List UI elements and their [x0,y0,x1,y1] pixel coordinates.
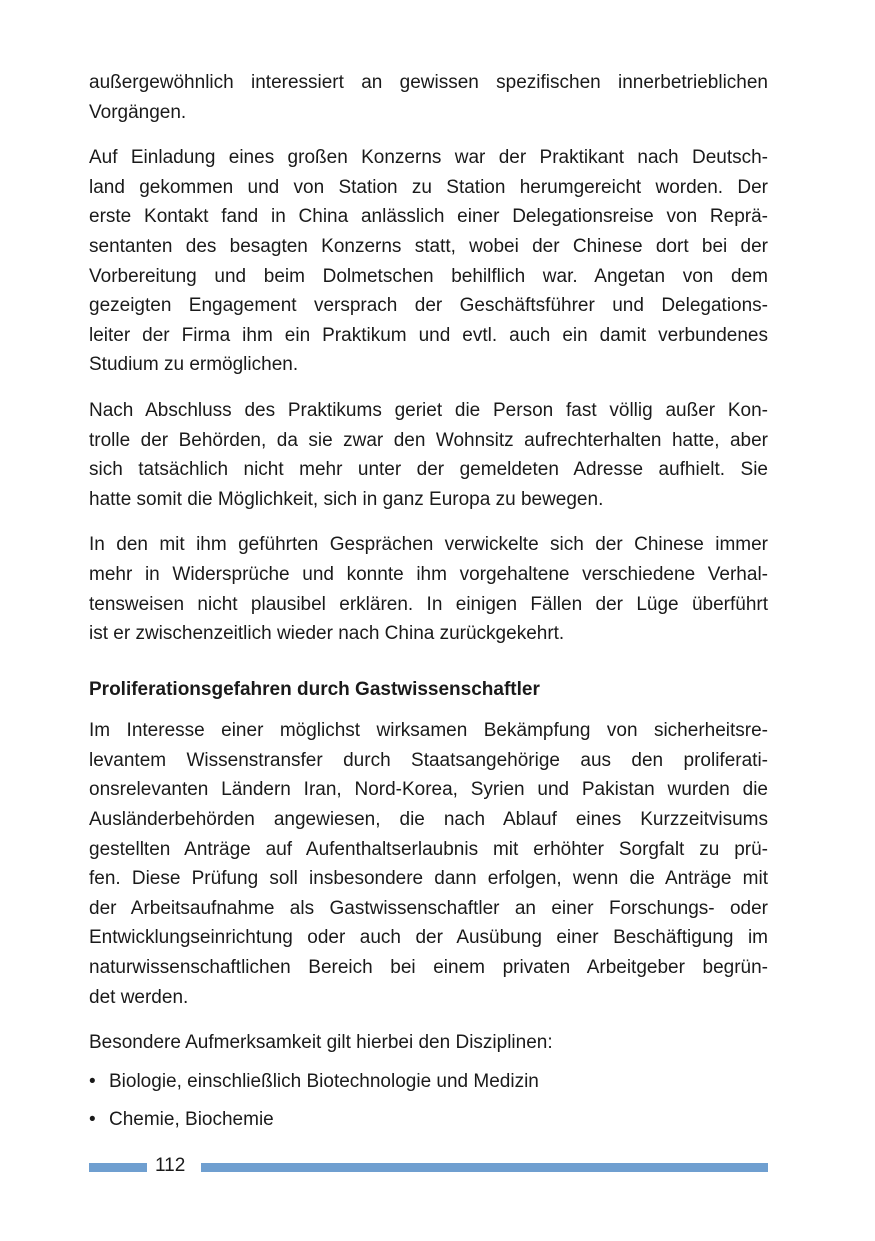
footer-bar-right [201,1163,768,1172]
text-line: sich tatsächlich nicht mehr unter der gemeldeten Adresse aufhielt. Sie [89,459,768,481]
paragraph-5 [89,716,768,1012]
text-line: mehr in Widersprüche und konnte ihm vorgehaltene verschiedene Verhal- [89,563,768,585]
text-line: In den mit ihm geführten Gesprächen verwickelte sich der Chinese immer [89,534,768,556]
text-line: gestellten Anträge auf Aufenthaltserlaubnis mit erhöhter Sorgfalt zu prü- [89,838,768,860]
text-line: land gekommen und von Station zu Station herumgereicht worden. Der [89,176,768,198]
footer-bar-left [89,1163,147,1172]
page-footer [89,1153,768,1179]
text-line: gezeigten Engagement versprach der Geschäftsführer und Delegations- [89,295,768,317]
text-line: hatte somit die Möglichkeit, sich in ganz Europa zu bewegen. [89,488,604,510]
paragraph-3 [89,396,768,514]
text-line: onsrelevanten Ländern Iran, Nord-Korea, Syrien und Pakistan wurden die [89,779,768,801]
text-line: ist er zwischenzeitlich wieder nach China zurückgekehrt. [89,623,565,645]
text-line: Im Interesse einer möglichst wirksamen Bekämpfung von sicherheitsre- [89,720,768,742]
text-line: leiter der Firma ihm ein Praktikum und evtl. auch ein damit verbundenes [89,324,768,346]
list-item [89,1105,768,1135]
text-line: Vorbereitung und beim Dolmetschen behilflich war. Angetan von dem [89,265,768,287]
text-line: Nach Abschluss des Praktikums geriet die Person fast völlig außer Kon- [89,399,768,421]
text-line: erste Kontakt fand in China anlässlich einer Delegationsreise von Reprä- [89,206,768,228]
text-line: der Arbeitsaufnahme als Gastwissenschaftler an einer Forschungs- oder [89,897,768,919]
text-line: levantem Wissenstransfer durch Staatsangehörige aus den proliferati- [89,749,768,771]
text-line: trolle der Behörden, da sie zwar den Wohnsitz aufrechterhalten hatte, aber [89,429,768,451]
text-line: Entwicklungseinrichtung oder auch der Ausübung einer Beschäftigung im [89,927,768,949]
paragraph-1 [89,68,768,127]
text-line: Vorgängen. [89,101,187,123]
text-line: tensweisen nicht plausibel erklären. In einigen Fällen der Lüge überführt [89,593,768,615]
discipline-list [89,1067,768,1135]
paragraph-6 [89,1028,768,1058]
text-line: Besondere Aufmerksamkeit gilt hierbei den Disziplinen: [89,1032,553,1054]
list-item-text: Chemie, Biochemie [109,1109,274,1131]
page-number: 112 [155,1155,186,1176]
text-line: fen. Diese Prüfung soll insbesondere dann erfolgen, wenn die Anträge mit [89,868,768,890]
paragraph-4 [89,530,768,648]
list-item-text: Biologie, einschließlich Biotechnologie und Medizin [109,1070,539,1092]
text-line: det werden. [89,986,189,1008]
text-line: naturwissenschaftlichen Bereich bei einem privaten Arbeitgeber begrün- [89,957,768,979]
text-line: sentanten des besagten Konzerns statt, wobei der Chinese dort bei der [89,235,768,257]
section-heading: Proliferationsgefahren durch Gastwissenschaftler [89,678,540,700]
text-line: Auf Einladung eines großen Konzerns war der Praktikant nach Deutsch- [89,147,768,169]
text-line: Ausländerbehörden angewiesen, die nach Ablauf eines Kurzzeitvisums [89,809,768,831]
text-column [89,68,768,1144]
paragraph-2 [89,143,768,380]
text-line: Studium zu ermöglichen. [89,354,299,376]
list-item [89,1067,768,1097]
bullet-icon: • [89,1109,96,1131]
text-line: außergewöhnlich interessiert an gewissen spezifischen innerbetrieblichen [89,72,768,93]
bullet-icon: • [89,1070,96,1092]
